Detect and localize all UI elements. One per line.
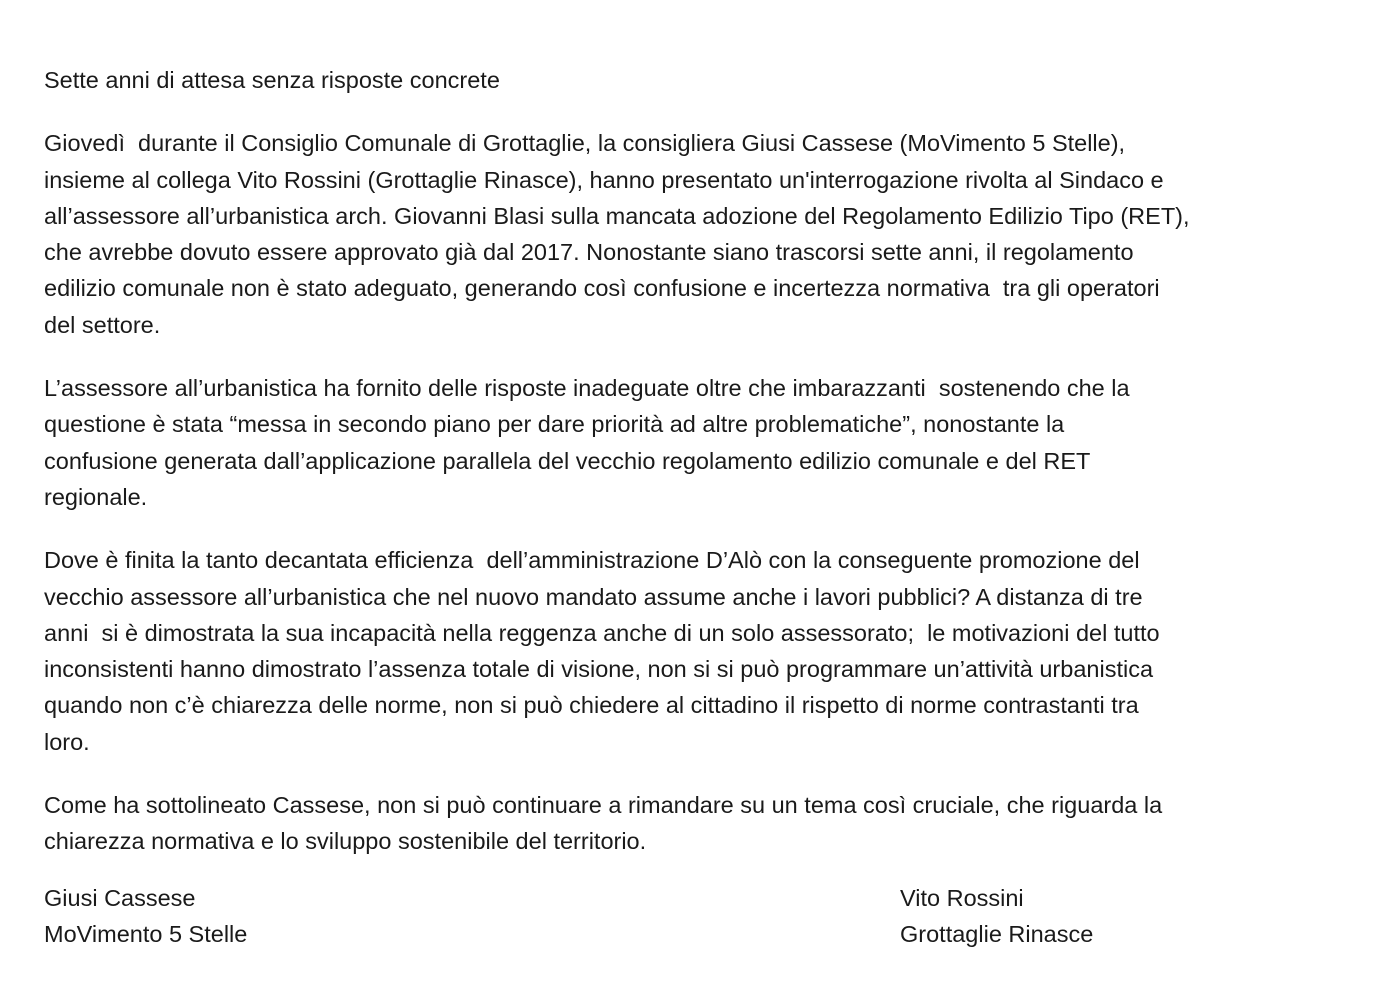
signature-right	[900, 880, 1093, 953]
paragraph-1	[44, 125, 1354, 343]
document-body	[44, 62, 1354, 887]
paragraph-line: insieme al collega Vito Rossini (Grottaglie Rinasce), hanno presentato un'interrogazione rivolta al Sindaco e	[44, 166, 1164, 193]
paragraph-line: loro.	[44, 728, 90, 755]
paragraph-line: quando non c’è chiarezza delle norme, non si può chiedere al cittadino il rispetto di norme contrastanti tra	[44, 692, 1139, 719]
signature-left	[44, 880, 247, 953]
paragraph-line: all’assessore all’urbanistica arch. Giovanni Blasi sulla mancata adozione del Regolamento Edilizio Tipo (RET),	[44, 202, 1190, 229]
document-title: Sette anni di attesa senza risposte concrete	[44, 67, 500, 93]
paragraph-line: del settore.	[44, 311, 161, 338]
paragraph-line: inconsistenti hanno dimostrato l’assenza totale di visione, non si si può programmare un’attività urbanistica	[44, 656, 1154, 683]
paragraph-line: che avrebbe dovuto essere approvato già dal 2017. Nonostante siano trascorsi sette anni, il regolamento	[44, 239, 1134, 266]
paragraph-line: Giovedì durante il Consiglio Comunale di Grottaglie, la consigliera Giusi Cassese (MoVimento 5 Stelle),	[44, 130, 1126, 157]
paragraph-line: Dove è finita la tanto decantata efficienza dell’amministrazione D’Alò con la conseguente promozione del	[44, 547, 1140, 574]
paragraph-line: anni si è dimostrata la sua incapacità nella reggenza anche di un solo assessorato; le motivazioni del tutto	[44, 619, 1160, 646]
paragraph-line: edilizio comunale non è stato adeguato, generando così confusione e incertezza normativa tra gli operatori	[44, 275, 1160, 302]
paragraph-line: confusione generata dall’applicazione parallela del vecchio regolamento edilizio comunale e del RET	[44, 447, 1091, 474]
paragraph-4	[44, 787, 1354, 860]
paragraph-line: chiarezza normativa e lo sviluppo sostenibile del territorio.	[44, 828, 647, 855]
paragraph-line: questione è stata “messa in secondo piano per dare priorità ad altre problematiche”, nonostante la	[44, 411, 1065, 438]
paragraph-line: regionale.	[44, 483, 148, 510]
paragraph-2	[44, 370, 1354, 515]
paragraph-line: vecchio assessore all’urbanistica che nel nuovo mandato assume anche i lavori pubblici? A distanza di tre	[44, 583, 1143, 610]
paragraph-line: L’assessore all’urbanistica ha fornito delle risposte inadeguate oltre che imbarazzanti sostenendo che la	[44, 375, 1130, 402]
signature-affiliation: MoVimento 5 Stelle	[44, 921, 248, 948]
signature-name: Vito Rossini	[900, 885, 1024, 911]
signature-name: Giusi Cassese	[44, 885, 196, 911]
signature-block	[44, 880, 1354, 960]
paragraph-3	[44, 542, 1354, 760]
paragraph-line: Come ha sottolineato Cassese, non si può continuare a rimandare su un tema così cruciale, che riguarda la	[44, 792, 1163, 819]
signature-affiliation: Grottaglie Rinasce	[900, 921, 1094, 948]
